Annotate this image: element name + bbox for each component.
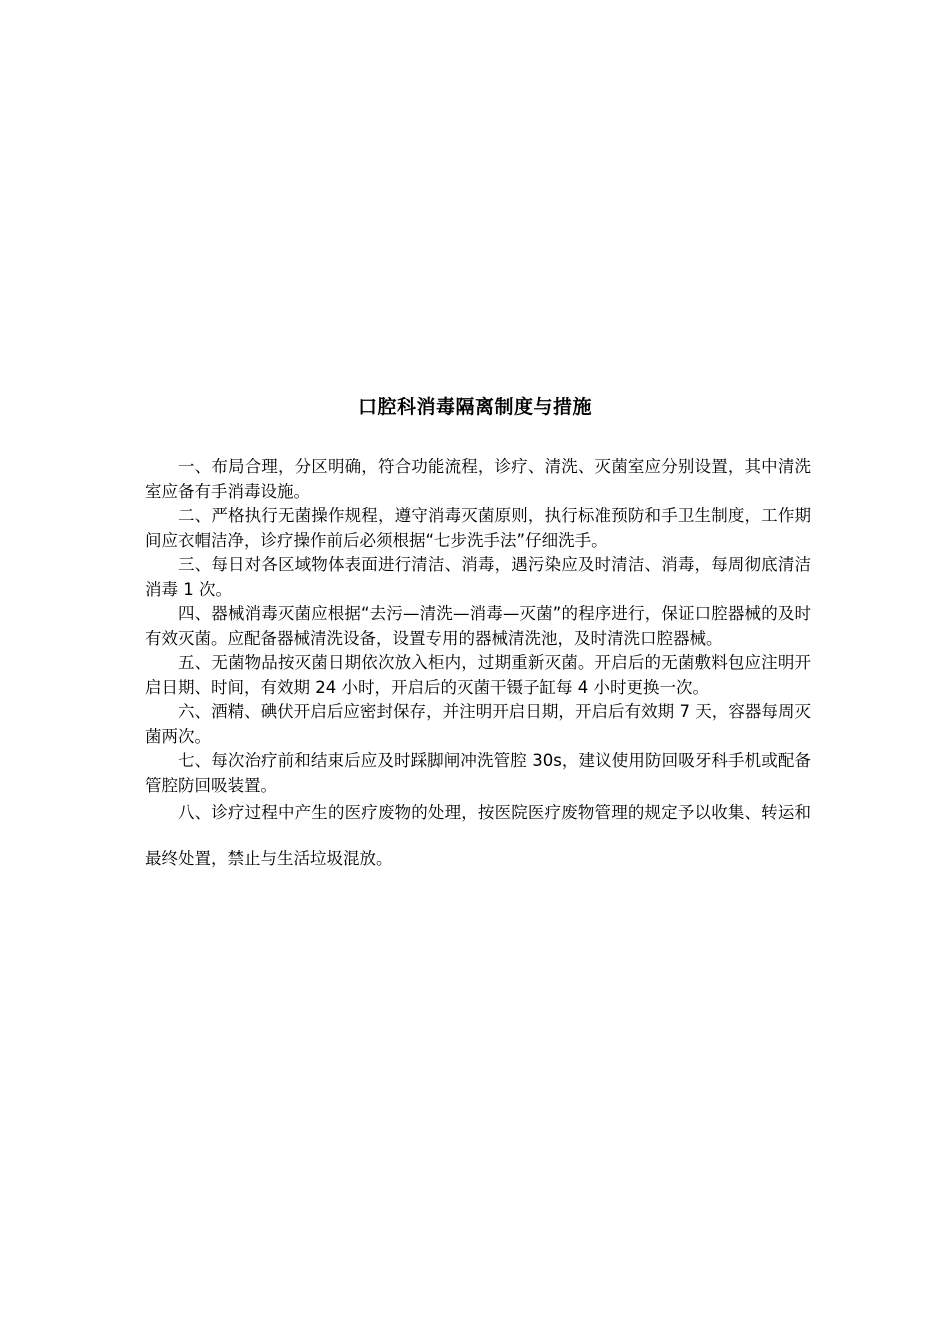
paragraph-1: 一、布局合理，分区明确，符合功能流程，诊疗、清洗、灭菌室应分别设置，其中清洗室应备有手消毒设施。: [145, 457, 811, 501]
paragraph-7: 七、每次治疗前和结束后应及时踩脚闸冲洗管腔 30s，建议使用防回吸牙科手机或配备管腔防回吸装置。: [145, 751, 811, 795]
paragraph-2: 二、严格执行无菌操作规程，遵守消毒灭菌原则，执行标准预防和手卫生制度，工作期间应衣帽洁净，诊疗操作前后必须根据“七步洗手法”仔细洗手。: [145, 506, 811, 550]
paragraph-5: 五、无菌物品按灭菌日期依次放入柜内，过期重新灭菌。开启后的无菌敷料包应注明开启日期、时间，有效期 24 小时，开启后的灭菌干镊子缸每 4 小时更换一次。: [145, 653, 811, 697]
paragraph-8: 八、诊疗过程中产生的医疗废物的处理，按医院医疗废物管理的规定予以收集、转运和最终处置，禁止与生活垃圾混放。: [145, 803, 811, 868]
document-body: [145, 455, 811, 882]
paragraph-4: 四、器械消毒灭菌应根据“去污—清洗—消毒—灭菌”的程序进行，保证口腔器械的及时有效灭菌。应配备器械清洗设备，设置专用的器械清洗池，及时清洗口腔器械。: [145, 604, 811, 648]
document-title: 口腔科消毒隔离制度与措施: [357, 396, 592, 418]
paragraph-3: 三、每日对各区域物体表面进行清洁、消毒，遇污染应及时清洁、消毒，每周彻底清洁消毒 1 次。: [145, 555, 811, 599]
paragraph-6: 六、酒精、碘伏开启后应密封保存，并注明开启日期，开启后有效期 7 天，容器每周灭菌两次。: [145, 702, 811, 746]
